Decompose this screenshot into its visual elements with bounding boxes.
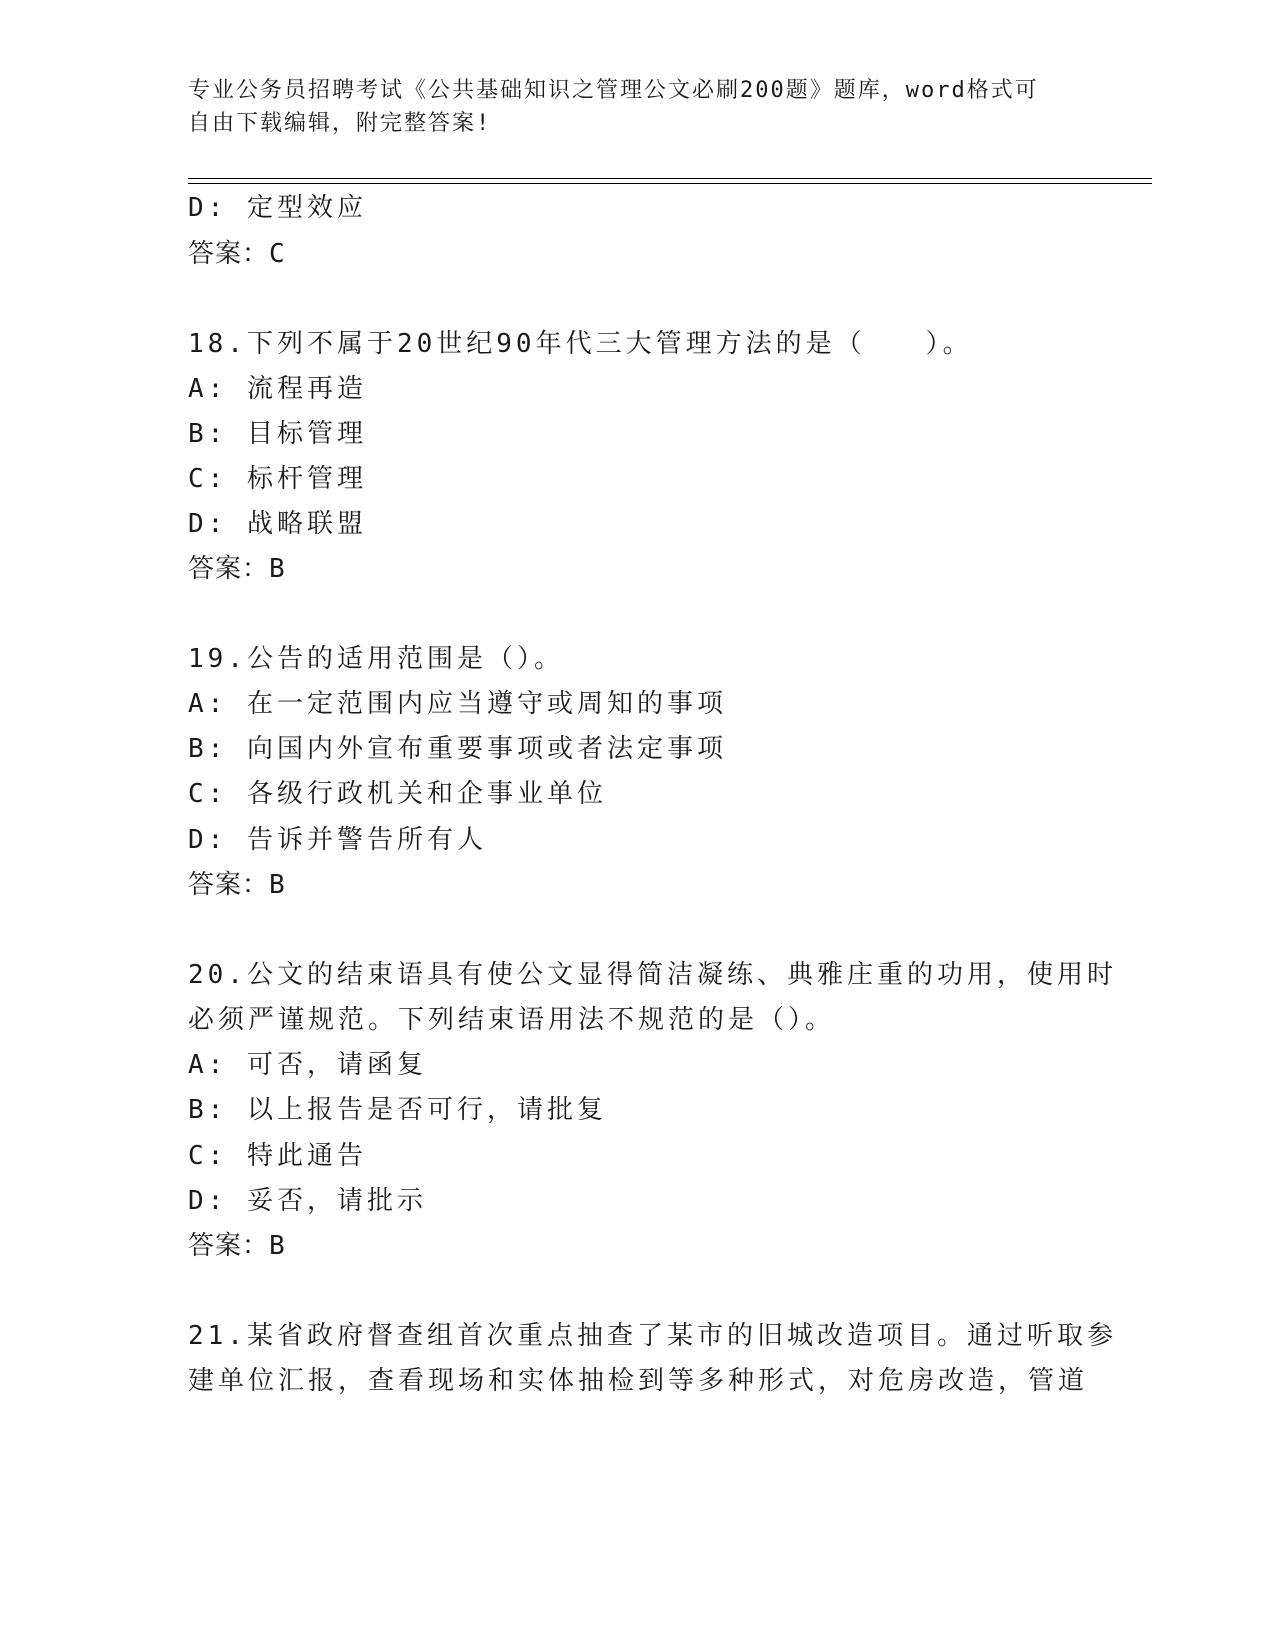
q18-option-d: D: 战略联盟 — [188, 509, 367, 539]
q20-stem-line-1: 20.公文的结束语具有使公文显得简洁凝练、典雅庄重的功用，使用时 — [188, 960, 1117, 990]
q21-stem-line-2: 建单位汇报，查看现场和实体抽检到等多种形式，对危房改造，管道 — [188, 1366, 1089, 1396]
q18-answer: 答案：B — [188, 554, 286, 584]
q21-stem-line-1: 21.某省政府督查组首次重点抽查了某市的旧城改造项目。通过听取参 — [188, 1321, 1117, 1351]
q19-option-a: A: 在一定范围内应当遵守或周知的事项 — [188, 689, 727, 719]
q20-option-c: C: 特此通告 — [188, 1141, 367, 1171]
q18-option-c: C: 标杆管理 — [188, 464, 367, 494]
q19-option-c: C: 各级行政机关和企事业单位 — [188, 779, 607, 809]
header-line-1: 专业公务员招聘考试《公共基础知识之管理公文必刷200题》题库，word格式可 — [188, 78, 1039, 103]
q20-answer: 答案：B — [188, 1231, 286, 1261]
q20-option-a: A: 可否，请函复 — [188, 1050, 427, 1080]
q17-option-d: D: 定型效应 — [188, 193, 367, 223]
q18-option-b: B: 目标管理 — [188, 419, 367, 449]
q20-stem-line-2: 必须严谨规范。下列结束语用法不规范的是（）。 — [188, 1005, 836, 1035]
q20-option-b: B: 以上报告是否可行，请批复 — [188, 1095, 607, 1125]
q19-stem: 19.公告的适用范围是（）。 — [188, 644, 564, 674]
q20-option-d: D: 妥否，请批示 — [188, 1186, 427, 1216]
q19-option-b: B: 向国内外宣布重要事项或者法定事项 — [188, 734, 727, 764]
header-divider-top — [188, 178, 1152, 179]
header-line-2: 自由下载编辑，附完整答案! — [188, 111, 492, 136]
q17-answer: 答案：C — [188, 239, 286, 269]
q18-option-a: A: 流程再造 — [188, 374, 367, 404]
q19-option-d: D: 告诉并警告所有人 — [188, 825, 487, 855]
header-divider-bottom — [188, 183, 1152, 184]
q18-stem: 18.下列不属于20世纪90年代三大管理方法的是（ ）。 — [188, 329, 973, 359]
page-header — [188, 74, 1068, 140]
q19-answer: 答案：B — [188, 870, 286, 900]
